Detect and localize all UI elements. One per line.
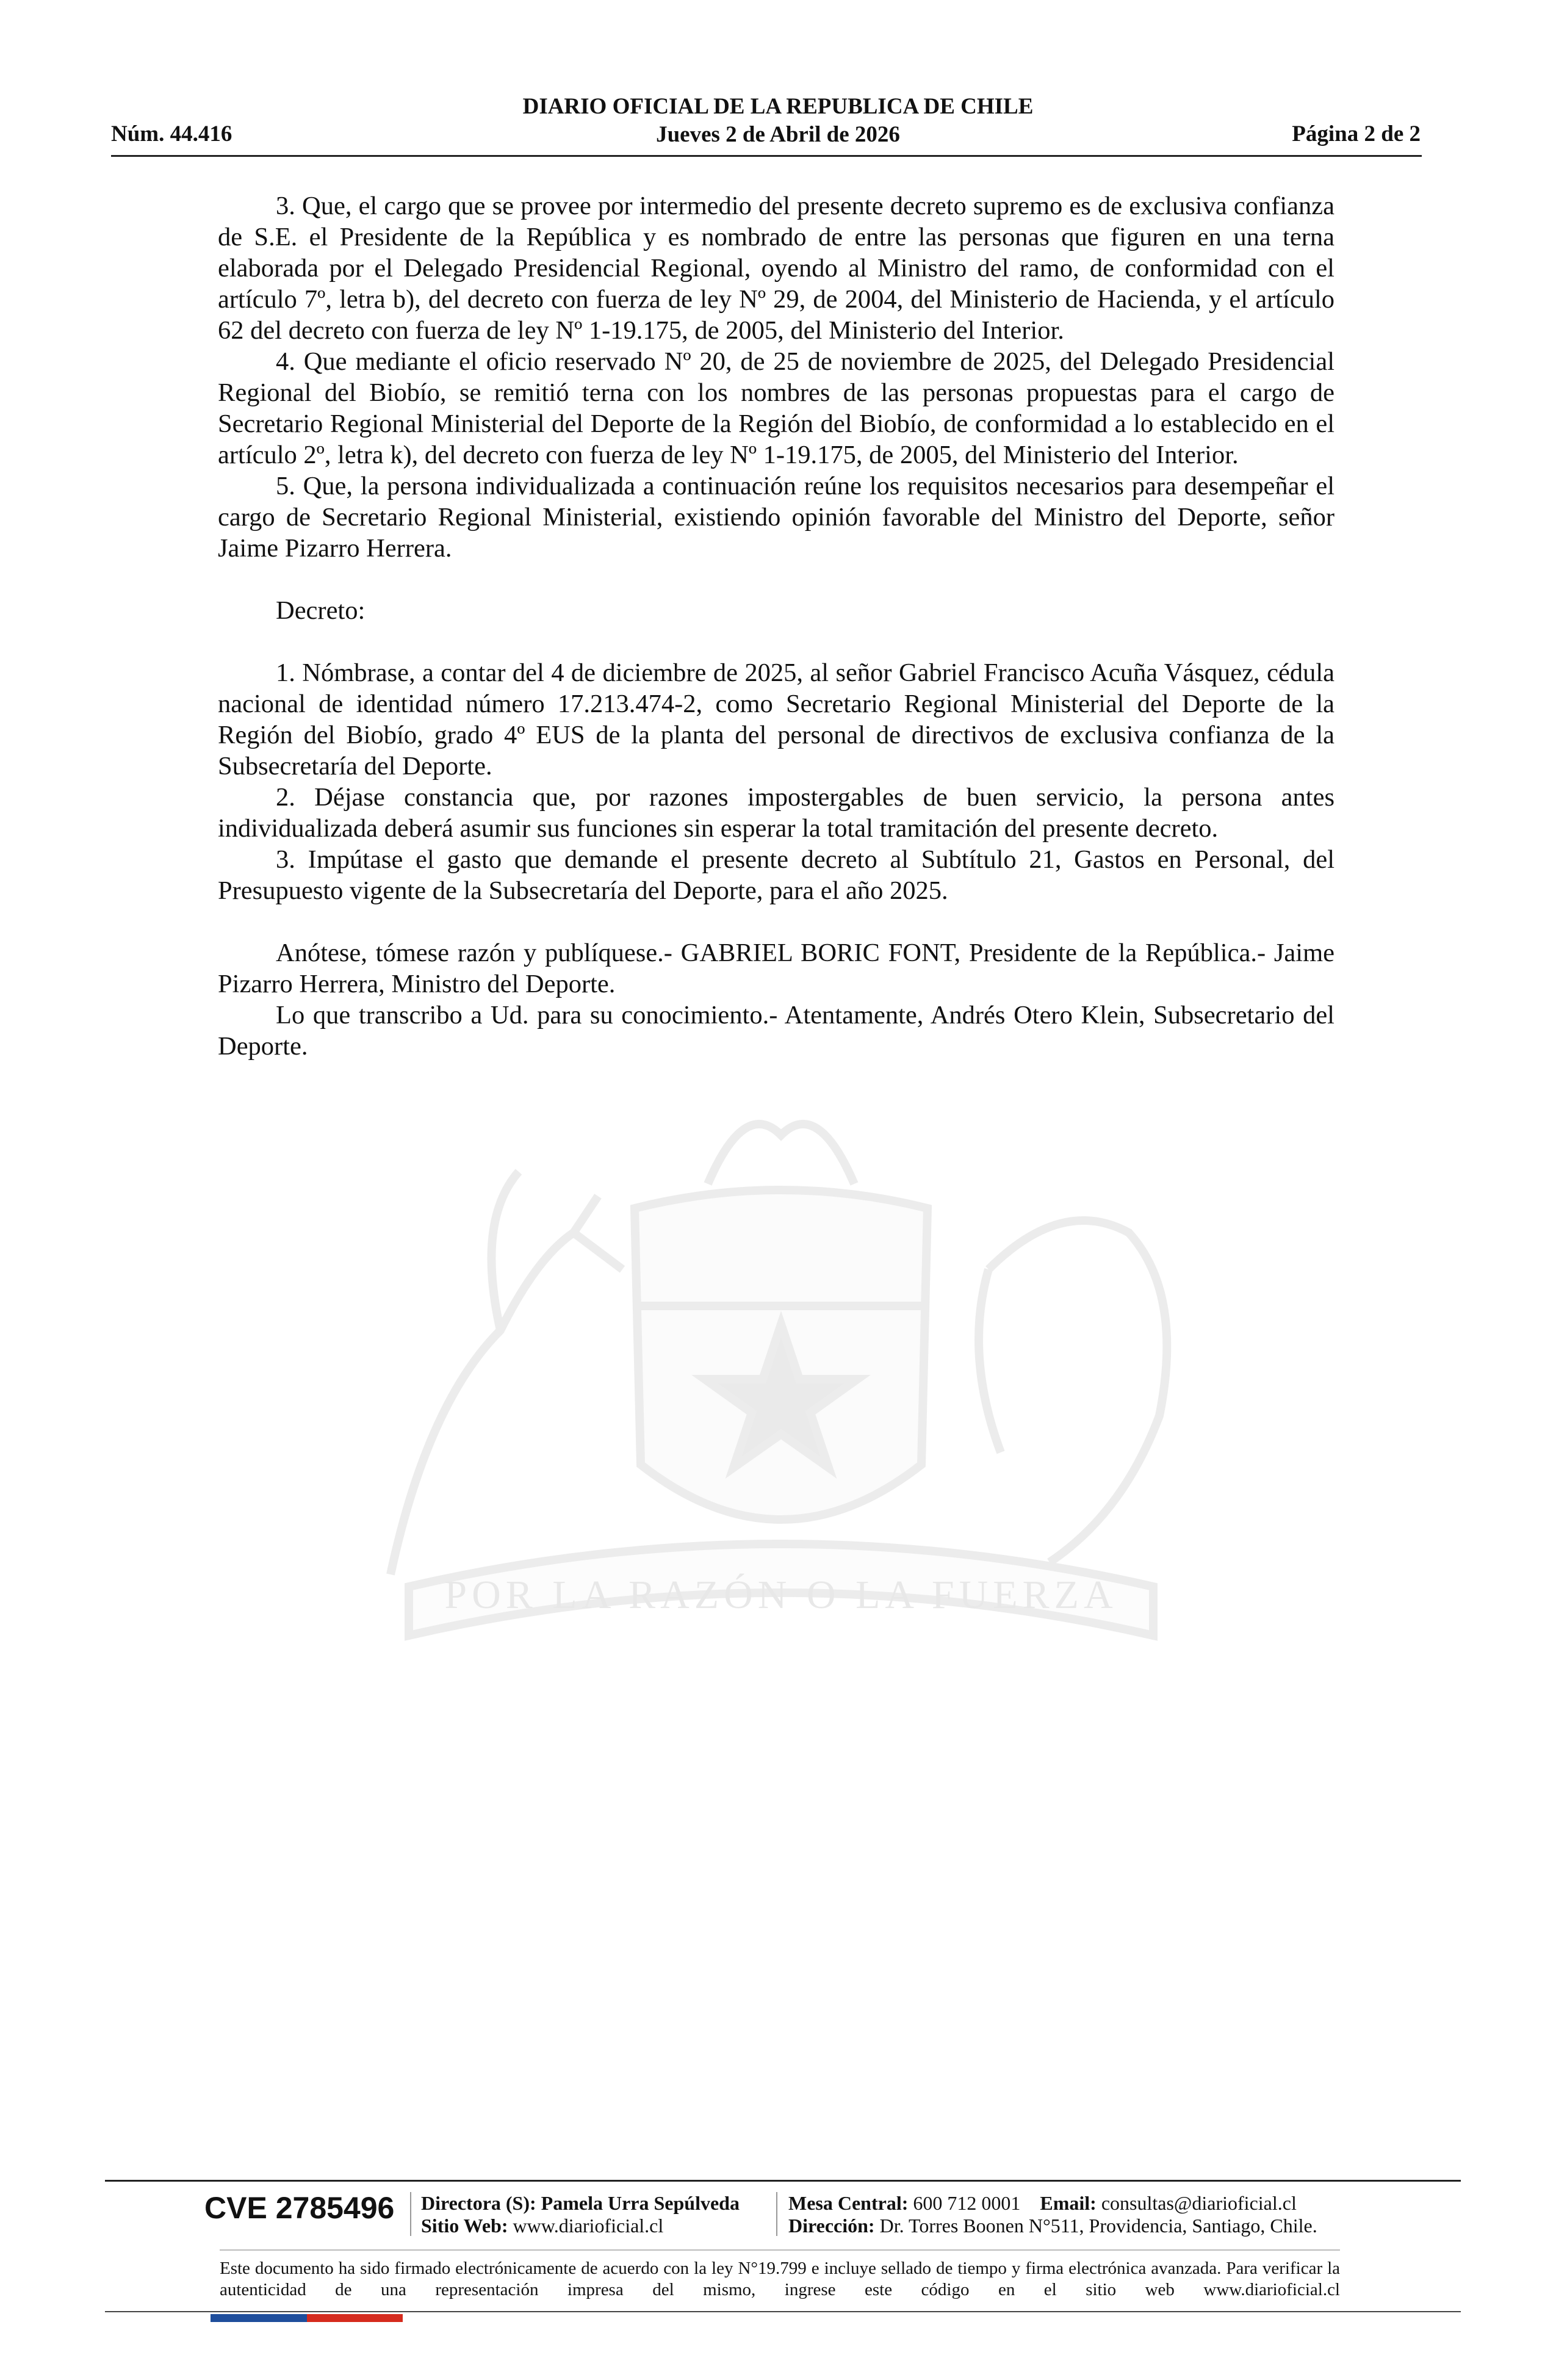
director-name: Pamela Urra Sepúlveda: [541, 2192, 740, 2214]
publication-title: DIARIO OFICIAL DE LA REPUBLICA DE CHILE: [522, 94, 1034, 119]
article-1: 1. Nómbrase, a contar del 4 de diciembre de 2025, al señor Gabriel Francisco Acuña Vásquez, cédula nacional de identidad número 17.213.474-2, como Secretario Regional Ministerial del Deporte de la Región del Biobío, grado 4º EUS de la planta del personal de directivos de exclusiva confianza de la Subsecretaría del Deporte.: [218, 658, 1334, 781]
chile-flag-stripe: [211, 2314, 403, 2322]
issue-date: Jueves 2 de Abril de 2026: [656, 122, 900, 147]
website-label: Sitio Web:: [421, 2215, 508, 2237]
decree-body: [218, 190, 1334, 1062]
header-divider: [111, 155, 1422, 157]
coat-of-arms-watermark: [317, 1037, 1245, 1678]
transcription-note: Lo que transcribo a Ud. para su conocimiento.- Atentamente, Andrés Otero Klein, Subsecretario del Deporte.: [218, 1001, 1334, 1061]
address: Dr. Torres Boonen N°511, Providencia, Santiago, Chile.: [879, 2215, 1317, 2237]
condor-icon: [979, 1221, 1167, 1562]
address-label: Dirección:: [788, 2215, 875, 2237]
footer-separator: [776, 2192, 777, 2236]
footer-divider-bottom: [105, 2311, 1461, 2312]
paragraph-considerando-4: 4. Que mediante el oficio reservado Nº 20, de 25 de noviembre de 2025, del Delegado Presidencial Regional del Biobío, se remitió terna con los nombres de las personas propuestas para el cargo de Secretario Regional Ministerial del Deporte de la Región del Biobío, de conformidad a lo establecido en el artículo 2º, letra k), del decreto con fuerza de ley Nº 1-19.175, de 2005, del Ministerio del Interior.: [218, 347, 1334, 469]
footer-director-block: [421, 2192, 740, 2237]
closing-signature: Anótese, tómese razón y publíquese.- GABRIEL BORIC FONT, Presidente de la República.- Jaime Pizarro Herrera, Ministro del Deporte.: [218, 939, 1334, 998]
phone-number: 600 712 0001: [913, 2192, 1021, 2214]
motto-text: POR LA RAZÓN O LA FUERZA: [444, 1573, 1118, 1617]
decreto-heading: Decreto:: [276, 596, 366, 625]
paragraph-considerando-3: 3. Que, el cargo que se provee por intermedio del presente decreto supremo es de exclusiva confianza de S.E. el Presidente de la República y es nombrado de entre las personas que figuren en una terna elaborada por el Delegado Presidencial Regional, oyendo al Ministro del ramo, de conformidad con el artículo 7º, letra b), del decreto con fuerza de ley Nº 29, de 2004, del Ministerio de Hacienda, y el artículo 62 del decreto con fuerza de ley Nº 1-19.175, de 2005, del Ministerio del Interior.: [218, 192, 1334, 345]
director-label: Directora (S):: [421, 2192, 536, 2214]
plumes-icon: [708, 1124, 854, 1184]
flag-blue-segment: [211, 2314, 307, 2322]
flag-red-segment: [307, 2314, 403, 2322]
legal-note: Este documento ha sido firmado electrónicamente de acuerdo con la ley N°19.799 e incluye sellado de tiempo y firma electrónica avanzada. Para verificar la autenticidad de una representación impresa del mismo, ingrese este código en el sitio web www.diarioficial.cl: [220, 2259, 1340, 2299]
footer-separator: [410, 2192, 411, 2236]
huemul-icon: [391, 1172, 622, 1574]
email-label: Email:: [1040, 2192, 1097, 2214]
article-3: 3. Impútase el gasto que demande el presente decreto al Subtítulo 21, Gastos en Personal, del Presupuesto vigente de la Subsecretaría del Deporte, para el año 2025.: [218, 845, 1334, 905]
website-link[interactable]: www.diarioficial.cl: [513, 2215, 664, 2237]
email-link[interactable]: consultas@diarioficial.cl: [1101, 2192, 1297, 2214]
cve-code: CVE 2785496: [204, 2191, 395, 2225]
issue-number: Núm. 44.416: [111, 121, 232, 146]
page-number: Página 2 de 2: [1292, 121, 1421, 146]
footer-divider-top: [105, 2180, 1461, 2182]
article-2: 2. Déjase constancia que, por razones impostergables de buen servicio, la persona antes individualizada deberá asumir sus funciones sin esperar la total tramitación del presente decreto.: [218, 783, 1334, 843]
footer-contact-block: [788, 2192, 1317, 2237]
footer-divider-mid: [220, 2249, 1340, 2251]
phone-label: Mesa Central:: [788, 2192, 909, 2214]
paragraph-considerando-5: 5. Que, la persona individualizada a continuación reúne los requisitos necesarios para desempeñar el cargo de Secretario Regional Ministerial, existiendo opinión favorable del Ministro del Deporte, señor Jaime Pizarro Herrera.: [218, 472, 1334, 563]
